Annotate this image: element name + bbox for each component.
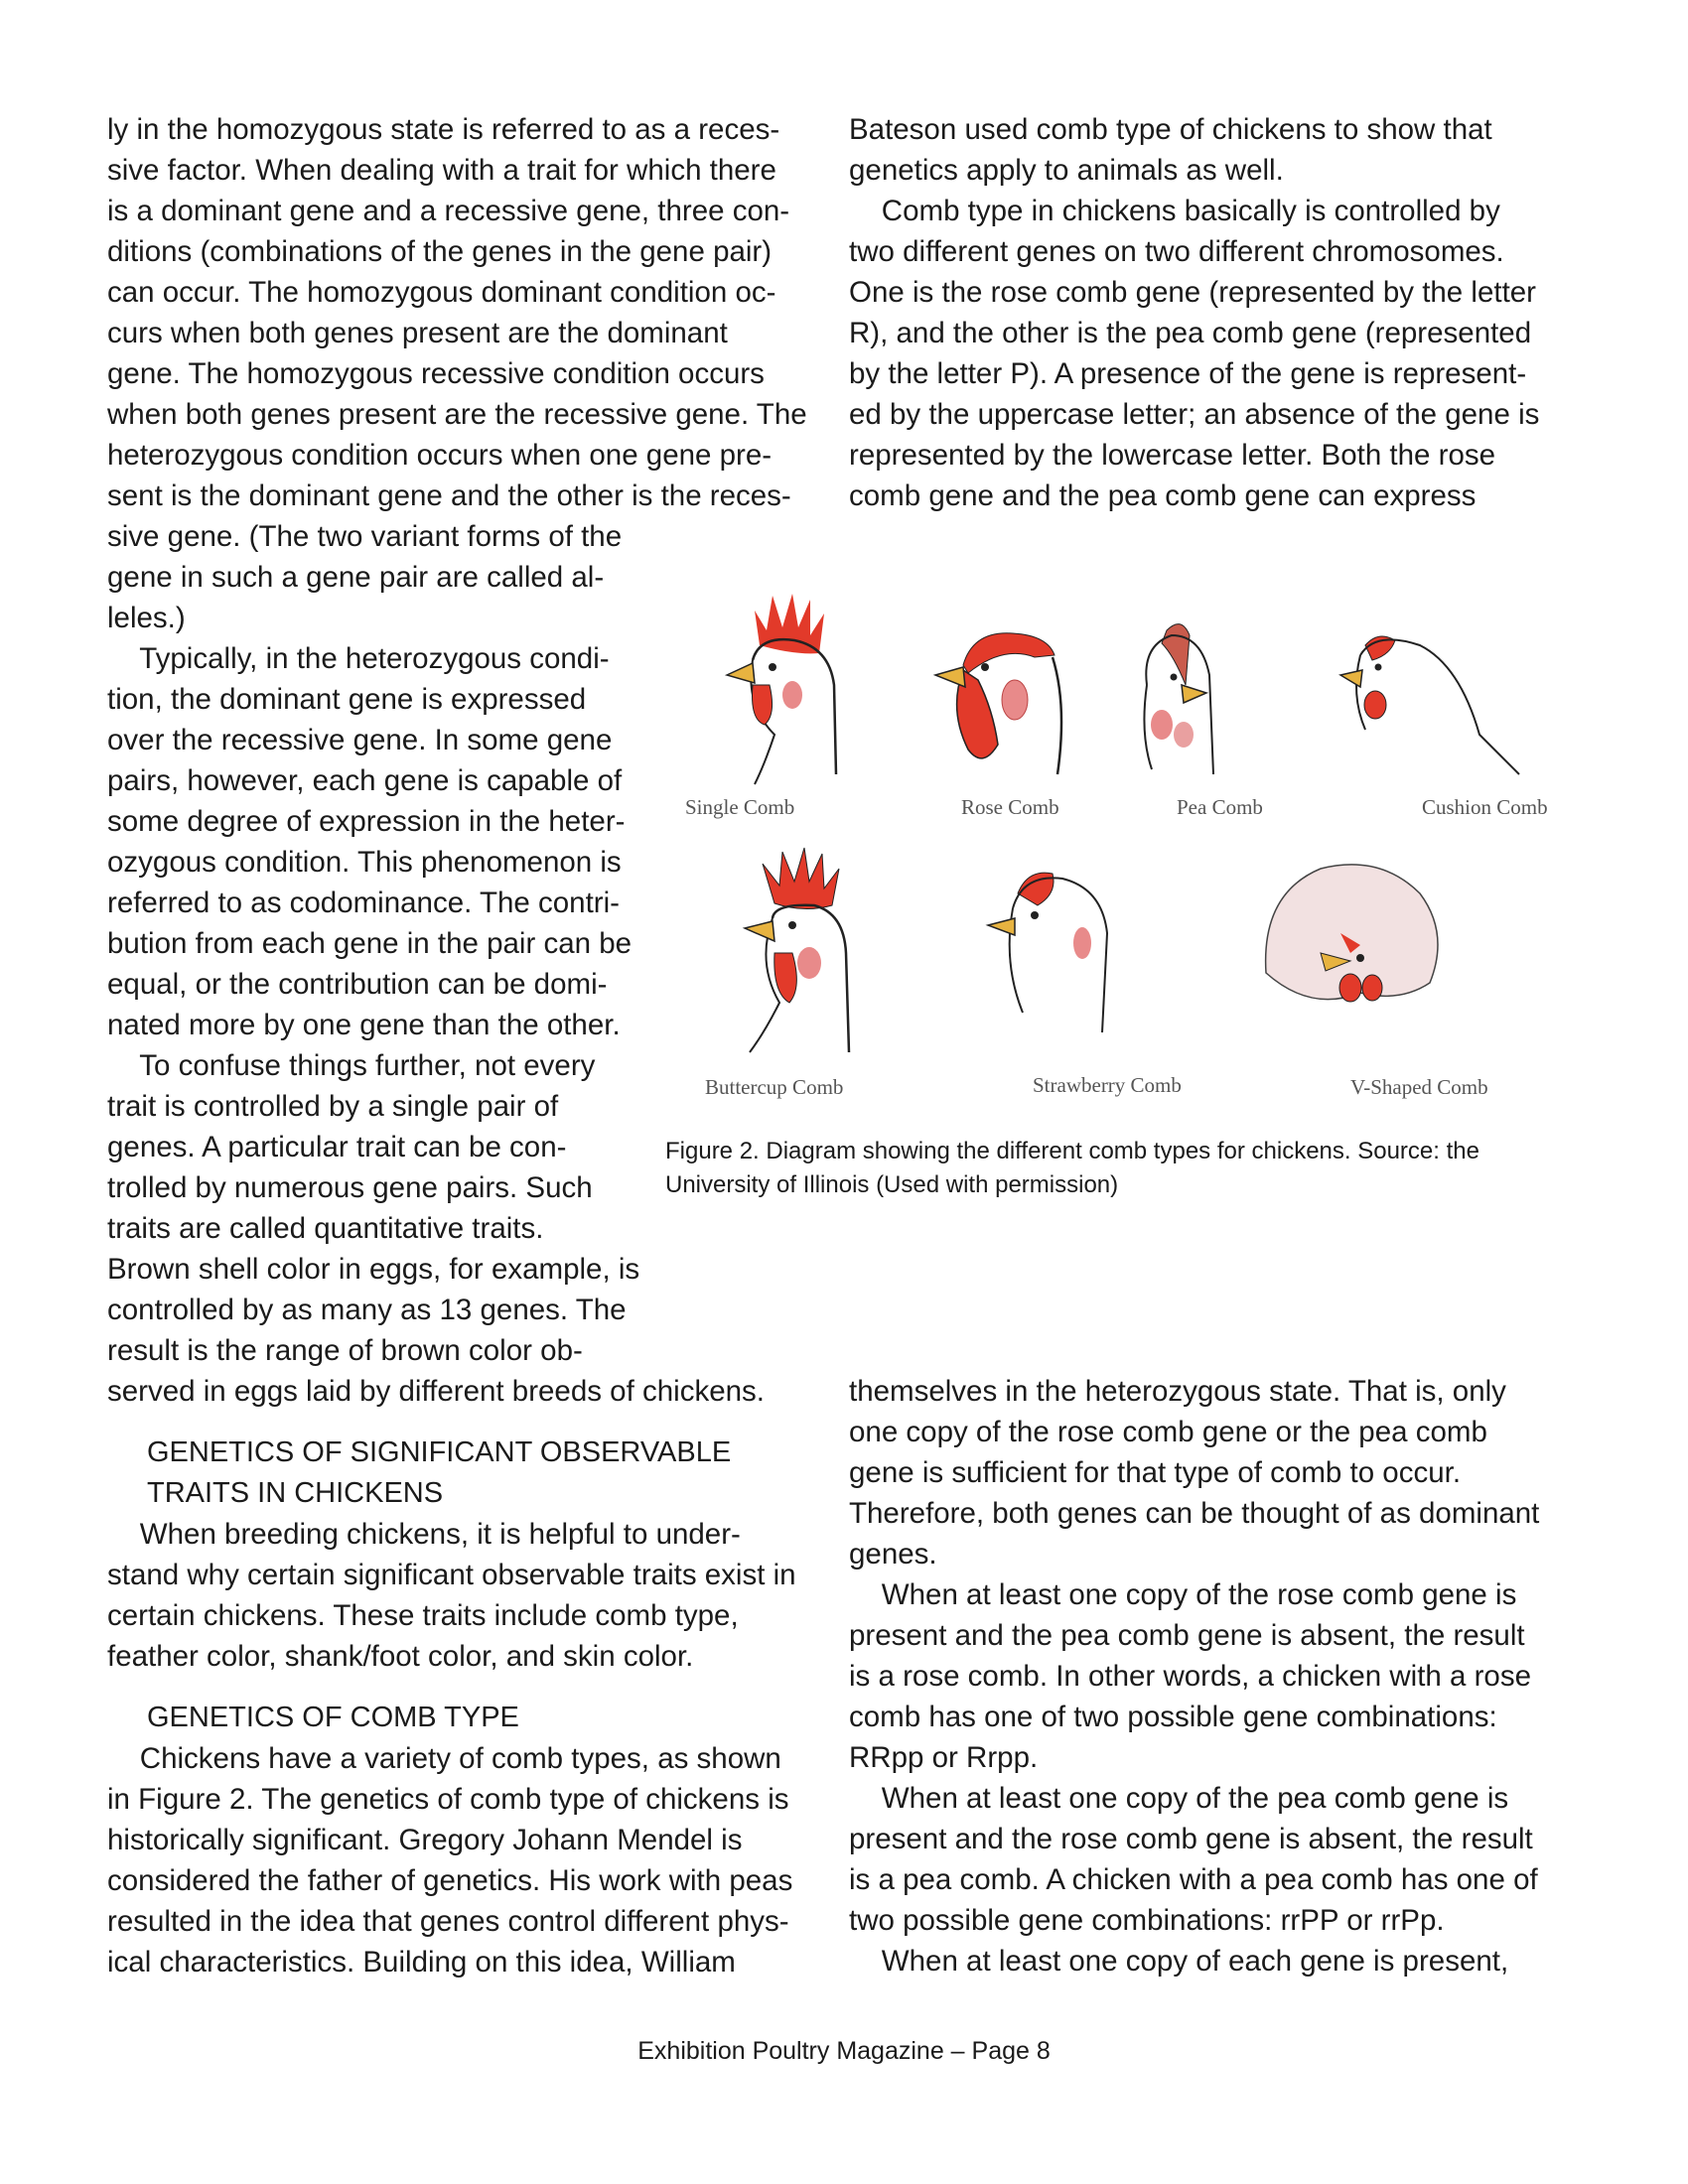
- text-line: gene. The homozygous recessive condition occurs: [107, 357, 765, 390]
- text-line: served in eggs laid by different breeds of chickens.: [107, 1375, 765, 1408]
- text-line: gene in such a gene pair are called al-: [107, 561, 605, 594]
- text-line: stand why certain significant observable traits exist in: [107, 1559, 796, 1591]
- figure-caption-cont: University of Illinois (Used with permission): [665, 1171, 1119, 1198]
- text-line: ditions (combinations of the genes in the gene pair): [107, 235, 773, 268]
- text-line: feather color, shank/foot color, and skin color.: [107, 1640, 694, 1673]
- text-line: ozygous condition. This phenomenon is: [107, 846, 622, 879]
- text-line: When at least one copy of each gene is present,: [849, 1945, 1509, 1978]
- text-line: RRpp or Rrpp.: [849, 1741, 1039, 1774]
- text-line: comb gene and the pea comb gene can express: [849, 479, 1477, 512]
- text-line: two different genes on two different chromosomes.: [849, 235, 1504, 268]
- text-line: Bateson used comb type of chickens to show that: [849, 113, 1492, 146]
- text-line: over the recessive gene. In some gene: [107, 724, 613, 756]
- label-rose-comb: Rose Comb: [961, 795, 1059, 819]
- section-heading-comb-type: GENETICS OF COMB TYPE: [147, 1702, 519, 1733]
- text-line: themselves in the heterozygous state. That is, only: [849, 1375, 1506, 1408]
- text-line: some degree of expression in the heter-: [107, 805, 626, 838]
- text-line: historically significant. Gregory Johann Mendel is: [107, 1824, 743, 1856]
- text-line: is a pea comb. A chicken with a pea comb has one of: [849, 1863, 1538, 1896]
- pea-comb-illustration: [1144, 624, 1213, 774]
- text-line: genetics apply to animals as well.: [849, 154, 1284, 187]
- label-cushion-comb: Cushion Comb: [1422, 795, 1548, 819]
- text-line: two possible gene combinations: rrPP or rrPp.: [849, 1904, 1445, 1937]
- text-line: considered the father of genetics. His work with peas: [107, 1864, 793, 1897]
- text-line: traits are called quantitative traits.: [107, 1212, 544, 1245]
- label-strawberry-comb: Strawberry Comb: [1033, 1073, 1182, 1097]
- label-pea-comb: Pea Comb: [1177, 795, 1263, 819]
- text-line: gene is sufficient for that type of comb to occur.: [849, 1456, 1462, 1489]
- text-line: When breeding chickens, it is helpful to under-: [107, 1518, 741, 1551]
- text-line: referred to as codominance. The contri-: [107, 887, 620, 919]
- text-line: trait is controlled by a single pair of: [107, 1090, 559, 1123]
- text-line: equal, or the contribution can be domi-: [107, 968, 608, 1001]
- text-line: controlled by as many as 13 genes. The: [107, 1294, 627, 1326]
- text-line: Chickens have a variety of comb types, as shown: [107, 1742, 781, 1775]
- text-line: ly in the homozygous state is referred to as a reces-: [107, 113, 780, 146]
- text-line: When at least one copy of the rose comb gene is: [849, 1578, 1517, 1611]
- text-line: genes. A particular trait can be con-: [107, 1131, 567, 1163]
- text-line: sive factor. When dealing with a trait for which there: [107, 154, 776, 187]
- text-line: in Figure 2. The genetics of comb type of chickens is: [107, 1783, 789, 1816]
- text-line: present and the rose comb gene is absent, the result: [849, 1823, 1533, 1855]
- text-line: comb has one of two possible gene combinations:: [849, 1701, 1497, 1733]
- comb-types-figure: [665, 536, 1579, 1132]
- text-line: genes.: [849, 1538, 937, 1570]
- text-line: To confuse things further, not every: [107, 1049, 596, 1082]
- text-line: resulted in the idea that genes control different phys-: [107, 1905, 789, 1938]
- text-line: sive gene. (The two variant forms of the: [107, 520, 623, 553]
- section-heading-observable-traits: GENETICS OF SIGNIFICANT OBSERVABLE: [147, 1436, 732, 1468]
- text-line: heterozygous condition occurs when one gene pre-: [107, 439, 773, 472]
- text-line: present and the pea comb gene is absent, the result: [849, 1619, 1525, 1652]
- single-comb-illustration: [727, 594, 836, 784]
- text-line: ical characteristics. Building on this idea, William: [107, 1946, 736, 1979]
- figure-caption: Figure 2. Diagram showing the different comb types for chickens. Source: the: [665, 1138, 1479, 1164]
- buttercup-comb-illustration: [745, 848, 849, 1052]
- label-single-comb: Single Comb: [685, 795, 795, 819]
- cushion-comb-illustration: [1340, 636, 1519, 774]
- text-line: represented by the lowercase letter. Both the rose: [849, 439, 1496, 472]
- text-line: pairs, however, each gene is capable of: [107, 764, 623, 797]
- text-line: R), and the other is the pea comb gene (represented: [849, 317, 1532, 349]
- text-line: is a dominant gene and a recessive gene, three con-: [107, 195, 790, 227]
- text-line: trolled by numerous gene pairs. Such: [107, 1171, 593, 1204]
- strawberry-comb-illustration: [988, 873, 1107, 1032]
- text-line: ed by the uppercase letter; an absence of the gene is: [849, 398, 1540, 431]
- text-line: tion, the dominant gene is expressed: [107, 683, 587, 716]
- text-line: curs when both genes present are the dominant: [107, 317, 728, 349]
- text-line: can occur. The homozygous dominant condition oc-: [107, 276, 776, 309]
- page-footer: Exhibition Poultry Magazine – Page 8: [637, 2037, 1051, 2065]
- text-line: certain chickens. These traits include comb type,: [107, 1599, 739, 1632]
- text-line: One is the rose comb gene (represented by the letter: [849, 276, 1536, 309]
- text-line: When at least one copy of the pea comb gene is: [849, 1782, 1509, 1815]
- label-v-shaped-comb: V-Shaped Comb: [1350, 1075, 1488, 1099]
- text-line: result is the range of brown color ob-: [107, 1334, 583, 1367]
- text-line: bution from each gene in the pair can be: [107, 927, 633, 960]
- text-line: Comb type in chickens basically is controlled by: [849, 195, 1500, 227]
- text-line: when both genes present are the recessive gene. The: [107, 398, 807, 431]
- text-line: by the letter P). A presence of the gene is represent-: [849, 357, 1527, 390]
- v-shaped-comb-illustration: [1266, 865, 1438, 1002]
- label-buttercup-comb: Buttercup Comb: [705, 1075, 844, 1099]
- section-heading-observable-traits-cont: TRAITS IN CHICKENS: [147, 1477, 444, 1509]
- text-line: nated more by one gene than the other.: [107, 1009, 621, 1041]
- text-line: leles.): [107, 602, 186, 634]
- text-line: Brown shell color in eggs, for example, is: [107, 1253, 640, 1286]
- text-line: is a rose comb. In other words, a chicken with a rose: [849, 1660, 1531, 1693]
- text-line: Typically, in the heterozygous condi-: [107, 642, 610, 675]
- rose-comb-illustration: [935, 633, 1061, 774]
- text-line: Therefore, both genes can be thought of as dominant: [849, 1497, 1540, 1530]
- text-line: one copy of the rose comb gene or the pea comb: [849, 1416, 1487, 1448]
- text-line: sent is the dominant gene and the other is the reces-: [107, 479, 791, 512]
